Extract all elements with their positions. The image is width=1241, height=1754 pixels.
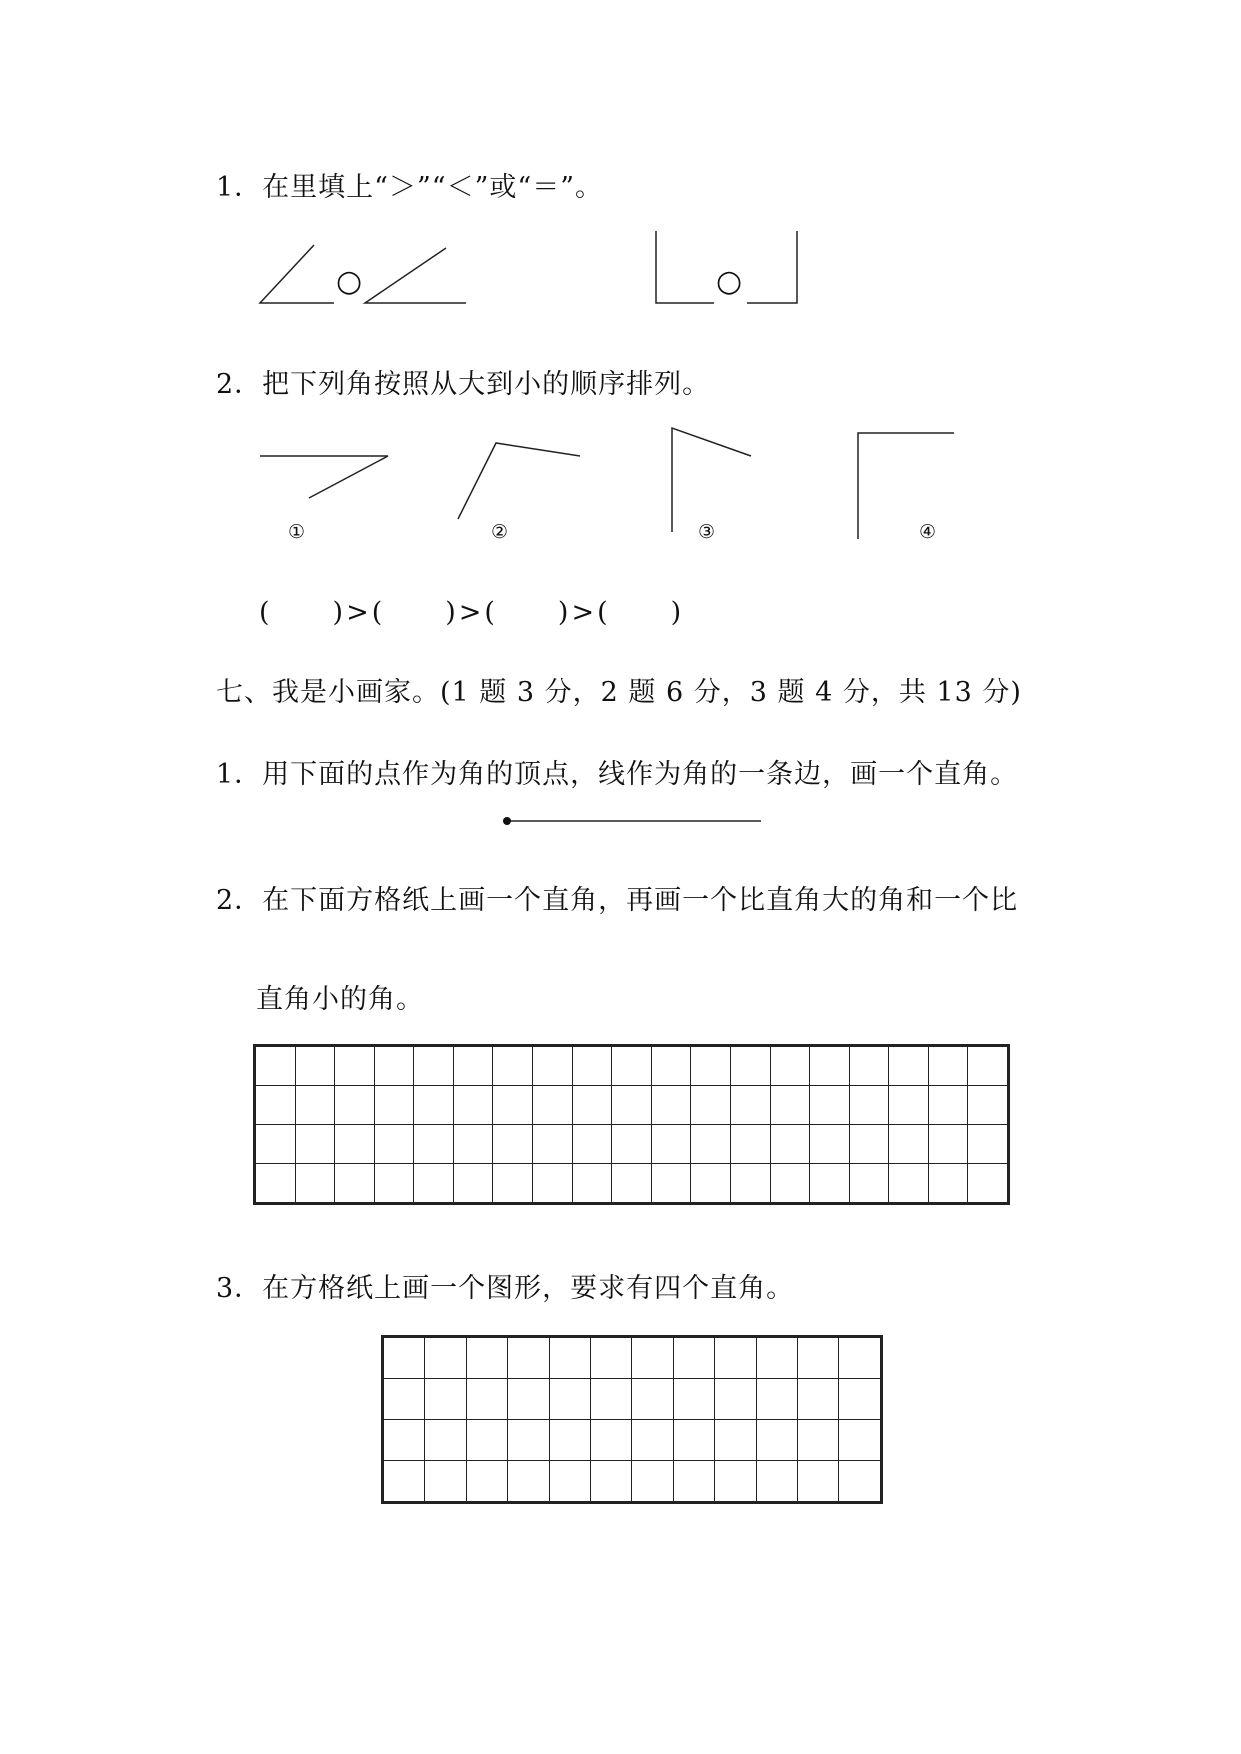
q1-compare-circle-1[interactable]: ○ [336,264,364,299]
grid-cell[interactable] [632,1379,673,1420]
grid-cell[interactable] [414,1164,454,1203]
grid-cell[interactable] [384,1338,425,1379]
s7-q3-text: 3．在方格纸上画一个图形，要求有四个直角。 [216,1273,795,1304]
grid-cell[interactable] [612,1047,652,1086]
grid-cell[interactable] [810,1164,850,1203]
grid-cell[interactable] [632,1461,673,1502]
grid-cell[interactable] [798,1379,839,1420]
grid-cell[interactable] [651,1164,691,1203]
q2-label-2: ② [491,521,510,543]
grid-cell[interactable] [453,1164,493,1203]
grid-cell[interactable] [493,1164,533,1203]
grid-cell[interactable] [673,1461,714,1502]
grid-cell[interactable] [256,1164,296,1203]
grid-cell[interactable] [425,1461,466,1502]
grid-cell[interactable] [466,1461,507,1502]
grid-cell[interactable] [414,1086,454,1125]
grid-cell[interactable] [798,1420,839,1461]
grid-table [255,1046,1008,1203]
grid-cell[interactable] [466,1338,507,1379]
grid-cell[interactable] [849,1125,889,1164]
section-7-heading: 七、我是小画家。(1 题 3 分，2 题 6 分，3 题 4 分，共 13 分) [216,677,1022,708]
q2-order-answer-line[interactable]: ( )>( )>( )>( ) [259,597,685,628]
grid-cell[interactable] [295,1125,335,1164]
grid-cell[interactable] [549,1379,590,1420]
grid-cell[interactable] [374,1164,414,1203]
grid-cell[interactable] [572,1125,612,1164]
grid-cell[interactable] [591,1461,632,1502]
grid-cell[interactable] [756,1379,797,1420]
q2-angle-1 [260,456,388,498]
grid-cell[interactable] [335,1164,375,1203]
grid-cell[interactable] [335,1047,375,1086]
grid-cell[interactable] [425,1379,466,1420]
grid-cell[interactable] [612,1086,652,1125]
grid-cell[interactable] [572,1164,612,1203]
grid-cell[interactable] [453,1125,493,1164]
grid-cell[interactable] [928,1164,968,1203]
grid-cell[interactable] [493,1047,533,1086]
grid-cell[interactable] [256,1086,296,1125]
grid-cell[interactable] [493,1086,533,1125]
grid-cell[interactable] [756,1461,797,1502]
q1-text: 1．在里填上“＞”“＜”或“＝”。 [216,172,603,203]
grid-cell[interactable] [839,1379,881,1420]
grid-cell[interactable] [374,1086,414,1125]
grid-cell[interactable] [968,1047,1008,1086]
grid-cell[interactable] [673,1379,714,1420]
grid-cell[interactable] [770,1164,810,1203]
grid-cell[interactable] [466,1379,507,1420]
grid-cell[interactable] [810,1086,850,1125]
grid-cell[interactable] [756,1338,797,1379]
grid-cell[interactable] [493,1125,533,1164]
grid-cell[interactable] [673,1420,714,1461]
grid-cell[interactable] [453,1086,493,1125]
grid-cell[interactable] [889,1047,929,1086]
grid-cell[interactable] [849,1086,889,1125]
grid-cell[interactable] [508,1461,549,1502]
grid-cell[interactable] [651,1125,691,1164]
grid-cell[interactable] [256,1047,296,1086]
grid-cell[interactable] [632,1420,673,1461]
grid-cell[interactable] [770,1086,810,1125]
grid-cell[interactable] [632,1338,673,1379]
q2-angle-3 [672,428,751,532]
q2-label-3: ③ [698,521,717,543]
q1-compare-circle-2[interactable]: ○ [716,264,744,299]
grid-cell[interactable] [715,1420,756,1461]
grid-cell[interactable] [770,1125,810,1164]
grid-cell[interactable] [572,1086,612,1125]
grid-cell[interactable] [968,1125,1008,1164]
grid-cell[interactable] [889,1086,929,1125]
grid-cell[interactable] [928,1047,968,1086]
grid-cell[interactable] [673,1338,714,1379]
grid-cell[interactable] [691,1047,731,1086]
q2-text: 2．把下列角按照从大到小的顺序排列。 [216,369,711,400]
grid-cell[interactable] [730,1125,770,1164]
grid-cell[interactable] [928,1125,968,1164]
grid-cell[interactable] [651,1047,691,1086]
q2-angle-2 [458,443,580,519]
grid-cell[interactable] [715,1379,756,1420]
grid-cell[interactable] [335,1086,375,1125]
grid-cell[interactable] [730,1164,770,1203]
grid-cell[interactable] [591,1338,632,1379]
grid-cell[interactable] [798,1461,839,1502]
grid-cell[interactable] [414,1125,454,1164]
s7-q2-text-line1: 2．在下面方格纸上画一个直角，再画一个比直角大的角和一个比 [216,885,1019,916]
grid-cell[interactable] [810,1125,850,1164]
grid-cell[interactable] [295,1086,335,1125]
grid-cell[interactable] [810,1047,850,1086]
grid-cell[interactable] [715,1461,756,1502]
grid-cell[interactable] [374,1047,414,1086]
grid-cell[interactable] [651,1086,691,1125]
grid-cell[interactable] [384,1420,425,1461]
grid-cell[interactable] [928,1086,968,1125]
grid-cell[interactable] [533,1086,573,1125]
s7-q1-text: 1．用下面的点作为角的顶点，线作为角的一条边，画一个直角。 [216,759,1019,790]
grid-cell[interactable] [691,1125,731,1164]
grid-cell[interactable] [691,1086,731,1125]
grid-cell[interactable] [849,1164,889,1203]
grid-table [383,1337,881,1502]
grid-cell[interactable] [533,1047,573,1086]
grid-cell[interactable] [715,1338,756,1379]
grid-cell[interactable] [612,1164,652,1203]
grid-paper-1[interactable] [253,1044,1010,1205]
grid-cell[interactable] [425,1420,466,1461]
q2-angle-4 [858,433,954,539]
grid-cell[interactable] [466,1420,507,1461]
grid-cell[interactable] [849,1047,889,1086]
grid-cell[interactable] [549,1461,590,1502]
grid-cell[interactable] [374,1125,414,1164]
grid-cell[interactable] [453,1047,493,1086]
grid-cell[interactable] [335,1125,375,1164]
grid-cell[interactable] [533,1125,573,1164]
grid-cell[interactable] [256,1125,296,1164]
grid-cell[interactable] [839,1461,881,1502]
grid-cell[interactable] [572,1047,612,1086]
q2-label-4: ④ [919,521,938,543]
grid-cell[interactable] [508,1338,549,1379]
grid-cell[interactable] [425,1338,466,1379]
grid-cell[interactable] [549,1420,590,1461]
grid-cell[interactable] [968,1164,1008,1203]
grid-cell[interactable] [730,1086,770,1125]
grid-paper-2[interactable] [381,1335,883,1504]
grid-cell[interactable] [612,1125,652,1164]
grid-cell[interactable] [384,1379,425,1420]
grid-cell[interactable] [756,1420,797,1461]
grid-cell[interactable] [889,1164,929,1203]
grid-cell[interactable] [384,1461,425,1502]
s7-q2-text-line2: 直角小的角。 [256,984,424,1015]
grid-cell[interactable] [839,1420,881,1461]
grid-cell[interactable] [508,1420,549,1461]
grid-cell[interactable] [295,1164,335,1203]
grid-cell[interactable] [798,1338,839,1379]
grid-cell[interactable] [730,1047,770,1086]
grid-cell[interactable] [414,1047,454,1086]
grid-cell[interactable] [889,1125,929,1164]
grid-cell[interactable] [691,1164,731,1203]
grid-cell[interactable] [508,1379,549,1420]
q2-label-1: ① [288,521,307,543]
grid-cell[interactable] [968,1086,1008,1125]
vertex-point-and-side [503,817,761,825]
grid-cell[interactable] [533,1164,573,1203]
grid-cell[interactable] [770,1047,810,1086]
grid-cell[interactable] [591,1379,632,1420]
grid-cell[interactable] [295,1047,335,1086]
grid-cell[interactable] [549,1338,590,1379]
grid-cell[interactable] [591,1420,632,1461]
grid-cell[interactable] [839,1338,881,1379]
